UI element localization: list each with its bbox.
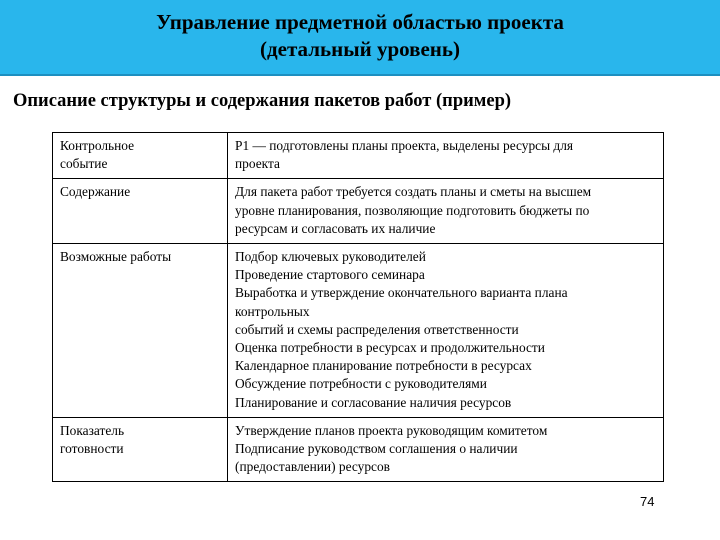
row-value-line: проекта: [235, 156, 280, 172]
row-value-line: (предоставлении) ресурсов: [235, 459, 390, 475]
slide-title-line-2: (детальный уровень): [260, 37, 460, 61]
table-row-activities: [53, 244, 664, 418]
row-label-cell: [53, 179, 228, 244]
row-value-line: событий и схемы распределения ответственности: [235, 321, 519, 337]
table-row-content: [53, 179, 664, 244]
row-value-cell: [228, 133, 664, 179]
table-row-readiness: [53, 417, 664, 482]
row-value-line: Планирование и согласование наличия ресурсов: [235, 394, 512, 410]
row-value-line: уровне планирования, позволяющие подготовить бюджеты по: [235, 202, 590, 218]
row-label-line: событие: [60, 156, 108, 172]
row-value-line: Подбор ключевых руководителей: [235, 249, 426, 265]
row-value-line: Календарное планирование потребности в ресурсах: [235, 358, 532, 374]
row-label-cell: [53, 244, 228, 418]
row-value-line: Обсуждение потребности с руководителями: [235, 376, 487, 392]
work-package-table: [52, 132, 664, 482]
page-number: 74: [640, 494, 655, 509]
row-label-line: Возможные работы: [60, 249, 172, 265]
row-label-line: Контрольное: [60, 138, 135, 153]
row-label-line: Содержание: [60, 184, 131, 200]
title-banner: [0, 0, 720, 76]
table-row-milestone: [53, 133, 664, 179]
row-value-cell: [228, 417, 664, 482]
row-value-line: Р1 — подготовлены планы проекта, выделены ресурсы для: [235, 138, 574, 153]
row-value-cell: [228, 179, 664, 244]
row-label-line: Показатель: [60, 422, 125, 438]
slide-title-line-1: Управление предметной областью проекта: [156, 10, 564, 34]
slide-subtitle: Описание структуры и содержания пакетов работ (пример): [13, 91, 512, 111]
row-value-line: Выработка и утверждение окончательного варианта плана: [235, 285, 568, 301]
row-value-line: контрольных: [235, 303, 310, 319]
row-value-line: Проведение стартового семинара: [235, 267, 425, 283]
row-label-line: готовности: [60, 441, 124, 457]
row-label-cell: [53, 133, 228, 179]
row-value-line: Подписание руководством соглашения о наличии: [235, 441, 518, 457]
row-value-line: Для пакета работ требуется создать планы и сметы на высшем: [235, 184, 592, 200]
row-value-line: Оценка потребности в ресурсах и продолжительности: [235, 340, 545, 356]
row-value-cell: [228, 244, 664, 418]
row-value-line: Утверждение планов проекта руководящим комитетом: [235, 422, 548, 438]
row-value-line: ресурсам и согласовать их наличие: [235, 220, 436, 236]
row-label-cell: [53, 417, 228, 482]
